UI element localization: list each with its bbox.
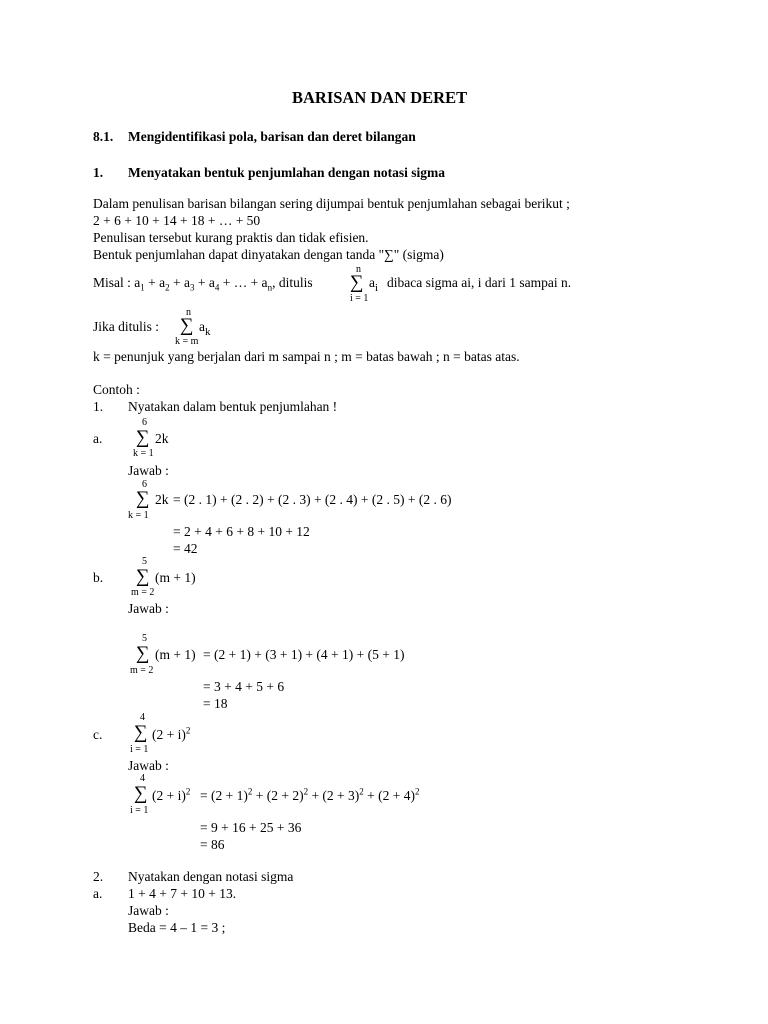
jika-sigma-symbol: ∑ — [180, 315, 194, 336]
example-a-sigma-symbol: ∑ — [136, 427, 150, 448]
misal-sigma-lower: i = 1 — [350, 293, 369, 304]
example-c-answer-sigma-upper: 4 — [140, 773, 145, 784]
example-b-sigma-body: (m + 1) — [155, 570, 196, 585]
example-a-answer-sigma-symbol: ∑ — [136, 488, 150, 509]
example-b-line-3: = 18 — [203, 696, 228, 711]
misal-sigma-upper: n — [356, 264, 361, 275]
intro-sequence: 2 + 6 + 10 + 14 + 18 + … + 50 — [93, 213, 261, 228]
example-a-sigma-lower: k = 1 — [133, 448, 154, 459]
example-a-answer-sigma-lower: k = 1 — [128, 510, 149, 521]
example-c-answer-sigma-body: $(2 + i)^2$ — [152, 786, 191, 803]
example-b-answer-sigma-lower: m = 2 — [130, 665, 154, 676]
example-a-letter: a. — [93, 431, 103, 446]
question-1-number: 1. — [93, 399, 104, 414]
misal-plus: + a — [169, 275, 190, 290]
misal-ditulis: , ditulis — [272, 275, 313, 290]
jika-prefix: Jika ditulis : — [93, 319, 160, 334]
example-c-sigma-symbol: ∑ — [134, 722, 148, 743]
example-a-line-1: = (2 . 1) + (2 . 2) + (2 . 3) + (2 . 4) + (2 . 5) + (2 . 6) — [173, 492, 452, 507]
example-2a-text: 1 + 4 + 7 + 10 + 13. — [128, 886, 237, 901]
subsection-heading: Menyatakan bentuk penjumlahan dengan notasi sigma — [128, 165, 445, 180]
intro-paragraph-1: Dalam penulisan barisan bilangan sering dijumpai bentuk penjumlahan sebagai berikut ; — [93, 196, 570, 211]
question-2-text: Nyatakan dengan notasi sigma — [128, 869, 294, 884]
misal-sub: 2 — [165, 282, 170, 293]
example-a-answer-sigma-upper: 6 — [142, 479, 147, 490]
example-2a-jawab: Jawab : — [128, 903, 169, 918]
subsection-number: 1. — [93, 165, 104, 180]
misal-sub: 4 — [214, 282, 220, 293]
example-b-line-1: = (2 + 1) + (3 + 1) + (4 + 1) + (5 + 1) — [203, 647, 405, 662]
example-2a-beda: Beda = 4 – 1 = 3 ; — [128, 920, 226, 935]
section-number: 8.1. — [93, 129, 114, 144]
example-c-answer-sigma-lower: i = 1 — [130, 805, 149, 816]
example-a-sigma-upper: 6 — [142, 417, 147, 428]
example-c-line-3: = 86 — [200, 837, 225, 852]
misal-line — [93, 275, 313, 293]
question-2-number: 2. — [93, 869, 104, 884]
example-a-line-3: = 42 — [173, 541, 198, 556]
intro-paragraph-3: Penulisan tersebut kurang praktis dan tidak efisien. — [93, 230, 369, 245]
question-1-text: Nyatakan dalam bentuk penjumlahan ! — [128, 399, 338, 414]
example-c-letter: c. — [93, 727, 103, 742]
misal-plus: + … + a — [219, 275, 268, 290]
misal-prefix: Misal : a — [93, 275, 141, 290]
misal-sigma-body: $a_i$ — [369, 275, 379, 294]
example-a-answer-sigma-body: 2k — [155, 492, 169, 507]
misal-plus: + a — [194, 275, 215, 290]
page-title: BARISAN DAN DERET — [292, 88, 468, 107]
example-b-sigma-upper: 5 — [142, 556, 147, 567]
example-b-answer-sigma-symbol: ∑ — [136, 643, 150, 664]
example-c-jawab: Jawab : — [128, 758, 169, 773]
example-c-line-2: = 9 + 16 + 25 + 36 — [200, 820, 302, 835]
penunjuk-text: k = penunjuk yang berjalan dari m sampai n ; m = batas bawah ; n = batas atas. — [93, 349, 520, 364]
contoh-label: Contoh : — [93, 382, 140, 397]
intro-paragraph-4: Bentuk penjumlahan dapat dinyatakan dengan tanda "∑" (sigma) — [93, 247, 444, 262]
example-c-line-1: = $(2 + 1)^2 + (2 + 2)^2 + (2 + 3)^2 + (2 + 4)^2$ — [200, 786, 420, 803]
example-c-sigma-upper: 4 — [140, 712, 145, 723]
example-a-sigma-body: 2k — [155, 431, 169, 446]
example-b-line-2: = 3 + 4 + 5 + 6 — [203, 679, 285, 694]
example-c-answer-sigma-symbol: ∑ — [134, 783, 148, 804]
example-a-jawab: Jawab : — [128, 463, 169, 478]
example-b-answer-sigma-body: (m + 1) — [155, 647, 196, 662]
example-2a-letter: a. — [93, 886, 103, 901]
example-b-letter: b. — [93, 570, 104, 585]
example-b-sigma-lower: m = 2 — [131, 587, 155, 598]
example-b-sigma-symbol: ∑ — [136, 566, 150, 587]
misal-sigma-symbol: ∑ — [350, 272, 364, 293]
example-a-line-2: = 2 + 4 + 6 + 8 + 10 + 12 — [173, 524, 310, 539]
jika-sigma-lower: k = m — [175, 336, 199, 347]
example-c-sigma-body: $(2 + i)^2$ — [152, 725, 191, 742]
misal-sub: 3 — [189, 282, 195, 293]
misal-plus: + a — [144, 275, 166, 290]
section-heading: Mengidentifikasi pola, barisan dan deret bilangan — [128, 129, 416, 144]
jika-sigma-upper: n — [186, 307, 191, 318]
jika-sigma-body: $a_k$ — [199, 319, 211, 338]
example-c-sigma-lower: i = 1 — [130, 744, 149, 755]
misal-sub: n — [267, 282, 273, 293]
example-b-answer-sigma-upper: 5 — [142, 633, 147, 644]
example-b-jawab: Jawab : — [128, 601, 169, 616]
misal-sub: 1 — [140, 282, 145, 293]
misal-suffix: dibaca sigma ai, i dari 1 sampai n. — [387, 275, 572, 290]
